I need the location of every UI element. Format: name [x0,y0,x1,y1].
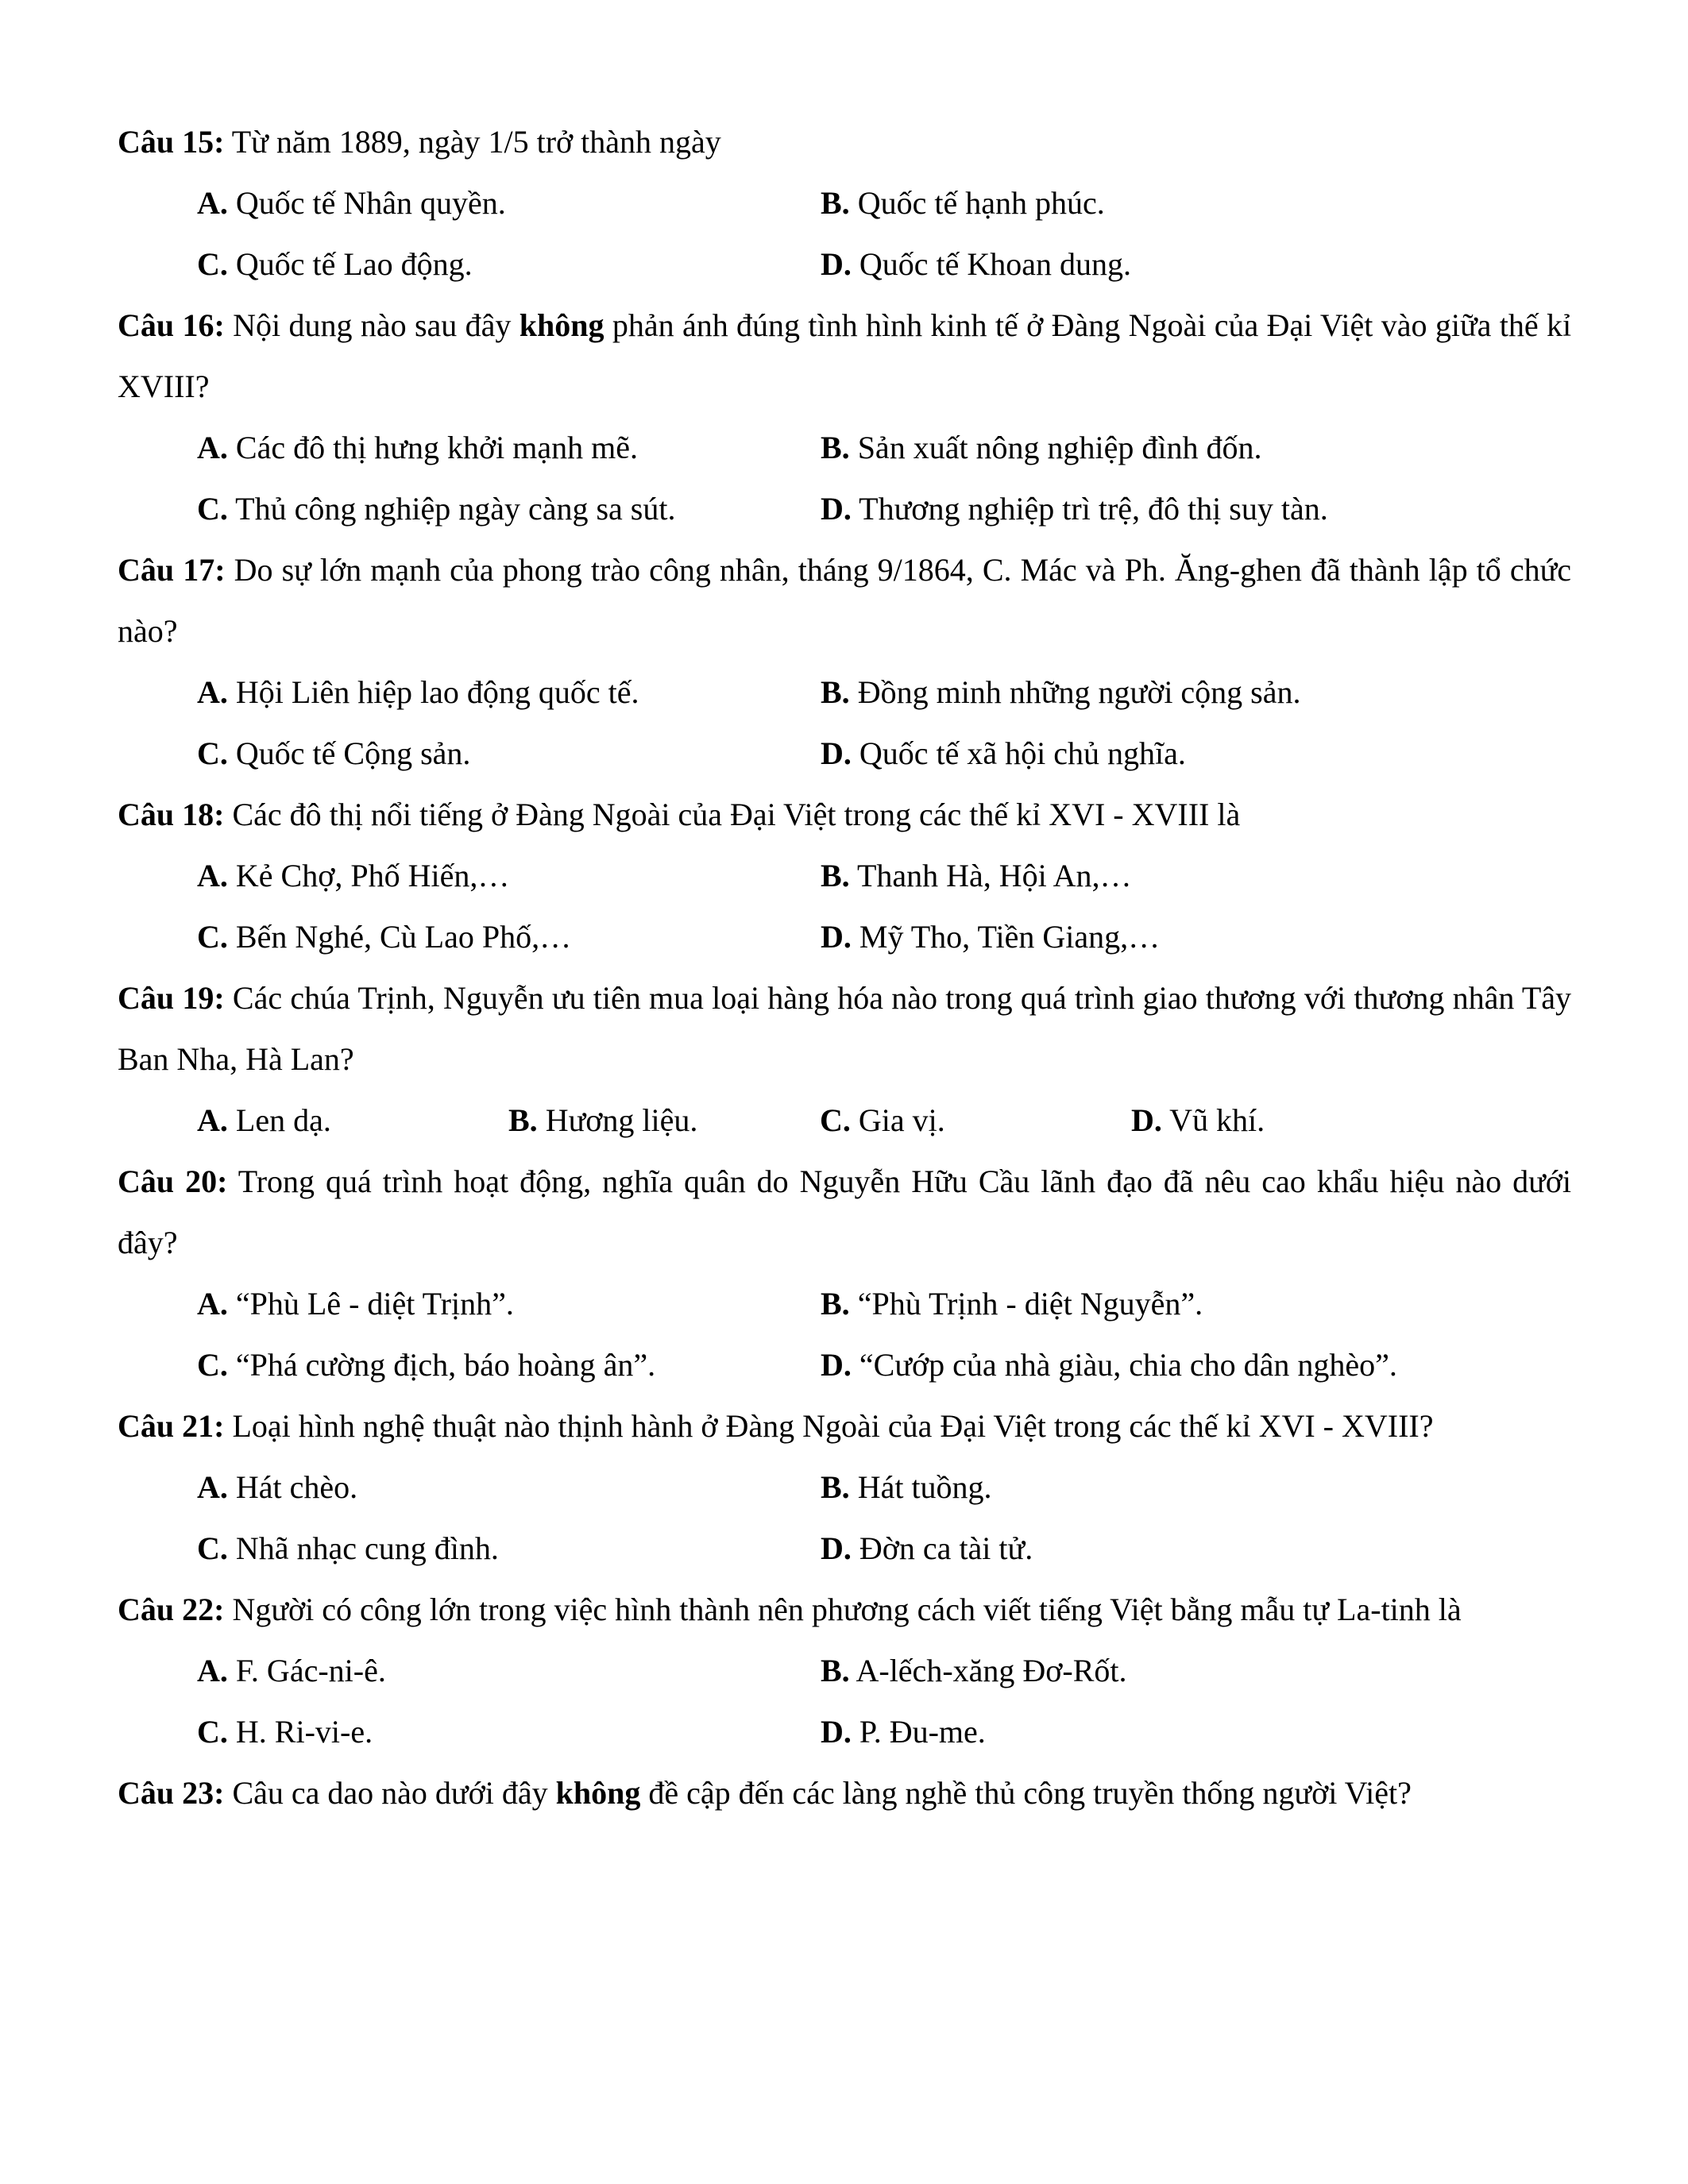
question-stem [118,1395,1571,1457]
option-letter: C. [197,735,228,771]
question-stem [118,1762,1571,1823]
answer-option [821,845,1444,906]
answer-options [118,1457,1571,1579]
option-letter: D. [1131,1102,1162,1138]
question-text: phản ánh đúng tình hình kinh tế ở Đàng Ngoài của Đại Việt vào giữa thế kỉ XVIII? [118,307,1572,404]
question-number: Câu 15: [118,124,225,160]
option-text: Gia vị. [858,1102,945,1138]
option-text: Thủ công nghiệp ngày càng sa sút. [235,491,676,527]
option-letter: D. [821,735,852,771]
answer-option [821,1701,1444,1762]
option-letter: B. [821,1286,850,1322]
question-number: Câu 16: [118,307,225,343]
option-text: Quốc tế xã hội chủ nghĩa. [859,735,1186,771]
answer-option [197,1457,821,1518]
question-number: Câu 17: [118,552,226,588]
question-text: Người có công lớn trong việc hình thành nên phương cách viết tiếng Việt bằng mẫu tự La-tinh là [232,1592,1462,1627]
option-text: Len dạ. [235,1102,331,1138]
option-text: Quốc tế Khoan dung. [859,246,1132,282]
option-letter: D. [821,1347,852,1383]
question-block [118,539,1571,784]
question-number: Câu 19: [118,980,225,1016]
option-text: Nhã nhạc cung đình. [235,1530,499,1566]
option-letter: D. [821,1530,852,1566]
answer-option [821,1457,1444,1518]
answer-option [197,906,821,967]
option-letter: A. [197,430,228,465]
emphasis-text: không [555,1775,641,1811]
option-text: “Cướp của nhà giàu, chia cho dân nghèo”. [859,1347,1397,1383]
question-block [118,295,1571,539]
option-letter: C. [197,246,228,282]
question-stem [118,111,1571,172]
option-letter: C. [197,1347,228,1383]
answer-option [821,906,1444,967]
answer-option [821,723,1444,784]
option-letter: A. [197,1469,228,1505]
answer-option [508,1090,820,1151]
question-text: Câu ca dao nào dưới đây [232,1775,548,1811]
answer-option [1131,1090,1443,1151]
option-text: Thanh Hà, Hội An,… [856,858,1132,893]
exam-page [118,111,1571,1823]
answer-option [197,1640,821,1701]
answer-option [197,478,821,539]
option-text: Quốc tế Nhân quyền. [235,185,506,221]
question-stem [118,784,1571,845]
option-letter: B. [821,674,850,710]
option-letter: C. [197,1714,228,1750]
answer-option [197,417,821,478]
option-text: A-lếch-xăng Đơ-Rốt. [856,1653,1127,1688]
option-text: Bến Nghé, Cù Lao Phố,… [235,919,572,955]
question-number: Câu 21: [118,1408,225,1444]
option-letter: A. [197,1102,228,1138]
option-letter: B. [821,1469,850,1505]
answer-option [821,478,1444,539]
answer-options [118,1640,1571,1762]
option-text: Đờn ca tài tử. [859,1530,1033,1566]
question-text: Do sự lớn mạnh của phong trào công nhân, tháng 9/1864, C. Mác và Ph. Ăng-ghen đã thành lập tổ chức nào? [118,552,1572,649]
question-block [118,1579,1571,1762]
answer-option [820,1090,1131,1151]
option-text: Đồng minh những người cộng sản. [857,674,1301,710]
option-letter: A. [197,858,228,893]
answer-options [118,417,1571,539]
emphasis-text: không [519,307,605,343]
option-letter: B. [821,1653,850,1688]
answer-option [197,1701,821,1762]
option-text: H. Ri-vi-e. [235,1714,373,1750]
option-letter: A. [197,674,228,710]
option-letter: C. [820,1102,851,1138]
option-letter: D. [821,919,852,955]
option-text: “Phù Trịnh - diệt Nguyễn”. [857,1286,1203,1322]
option-letter: C. [197,1530,228,1566]
question-block [118,784,1571,967]
option-letter: B. [821,185,850,221]
option-letter: C. [197,919,228,955]
answer-options [118,662,1571,784]
question-text: Các đô thị nổi tiếng ở Đàng Ngoài của Đại Việt trong các thế kỉ XVI - XVIII là [232,797,1241,832]
option-text: Hương liệu. [545,1102,698,1138]
question-stem [118,1151,1571,1273]
option-text: “Phù Lê - diệt Trịnh”. [235,1286,514,1322]
option-letter: D. [821,491,852,527]
option-letter: A. [197,1653,228,1688]
question-text: Nội dung nào sau đây [233,307,512,343]
option-text: Quốc tế hạnh phúc. [857,185,1105,221]
option-text: Quốc tế Lao động. [235,246,473,282]
answer-options [118,1090,1571,1151]
question-text: Loại hình nghệ thuật nào thịnh hành ở Đàng Ngoài của Đại Việt trong các thế kỉ XVI - XVIII? [232,1408,1434,1444]
question-stem [118,295,1571,417]
question-block [118,1395,1571,1579]
question-stem [118,539,1571,662]
option-letter: A. [197,185,228,221]
answer-option [197,845,821,906]
answer-option [821,662,1444,723]
option-text: Mỹ Tho, Tiền Giang,… [859,919,1161,955]
answer-option [197,723,821,784]
answer-options [118,845,1571,967]
option-letter: D. [821,1714,852,1750]
option-letter: B. [508,1102,538,1138]
question-block [118,1762,1571,1823]
answer-options [118,172,1571,295]
option-text: Thương nghiệp trì trệ, đô thị suy tàn. [859,491,1328,527]
option-letter: A. [197,1286,228,1322]
option-text: Quốc tế Cộng sản. [235,735,471,771]
option-text: F. Gác-ni-ê. [235,1653,386,1688]
answer-option [197,1273,821,1334]
answer-option [821,1518,1444,1579]
question-number: Câu 22: [118,1592,225,1627]
answer-option [821,172,1444,233]
option-text: Các đô thị hưng khởi mạnh mẽ. [235,430,638,465]
answer-option [197,172,821,233]
option-text: Hát chèo. [235,1469,358,1505]
option-text: P. Đu-me. [859,1714,986,1750]
option-text: Sản xuất nông nghiệp đình đốn. [857,430,1262,465]
question-number: Câu 23: [118,1775,225,1811]
option-letter: C. [197,491,228,527]
option-text: Hội Liên hiệp lao động quốc tế. [235,674,639,710]
question-text: đề cập đến các làng nghề thủ công truyền thống người Việt? [648,1775,1412,1811]
question-block [118,967,1571,1151]
question-text: Các chúa Trịnh, Nguyễn ưu tiên mua loại hàng hóa nào trong quá trình giao thương với thương nhân Tây Ban Nha, Hà Lan? [118,980,1572,1077]
option-text: “Phá cường địch, báo hoàng ân”. [235,1347,656,1383]
answer-option [197,662,821,723]
option-text: Hát tuồng. [857,1469,992,1505]
answer-option [821,417,1444,478]
question-block [118,111,1571,295]
answer-option [821,1640,1444,1701]
question-block [118,1151,1571,1395]
question-stem [118,1579,1571,1640]
option-letter: D. [821,246,852,282]
question-number: Câu 18: [118,797,225,832]
answer-option [197,1518,821,1579]
option-text: Kẻ Chợ, Phố Hiến,… [235,858,510,893]
option-letter: B. [821,858,850,893]
question-text: Trong quá trình hoạt động, nghĩa quân do Nguyễn Hữu Cầu lãnh đạo đã nêu cao khẩu hiệu nào dưới đây? [118,1163,1572,1260]
question-stem [118,967,1571,1090]
answer-option [821,1334,1444,1395]
answer-options [118,1273,1571,1395]
answer-option [197,1090,508,1151]
answer-option [821,1273,1444,1334]
question-number: Câu 20: [118,1163,228,1199]
option-text: Vũ khí. [1169,1102,1265,1138]
answer-option [197,233,821,295]
answer-option [197,1334,821,1395]
option-letter: B. [821,430,850,465]
answer-option [821,233,1444,295]
question-text: Từ năm 1889, ngày 1/5 trở thành ngày [231,124,721,160]
